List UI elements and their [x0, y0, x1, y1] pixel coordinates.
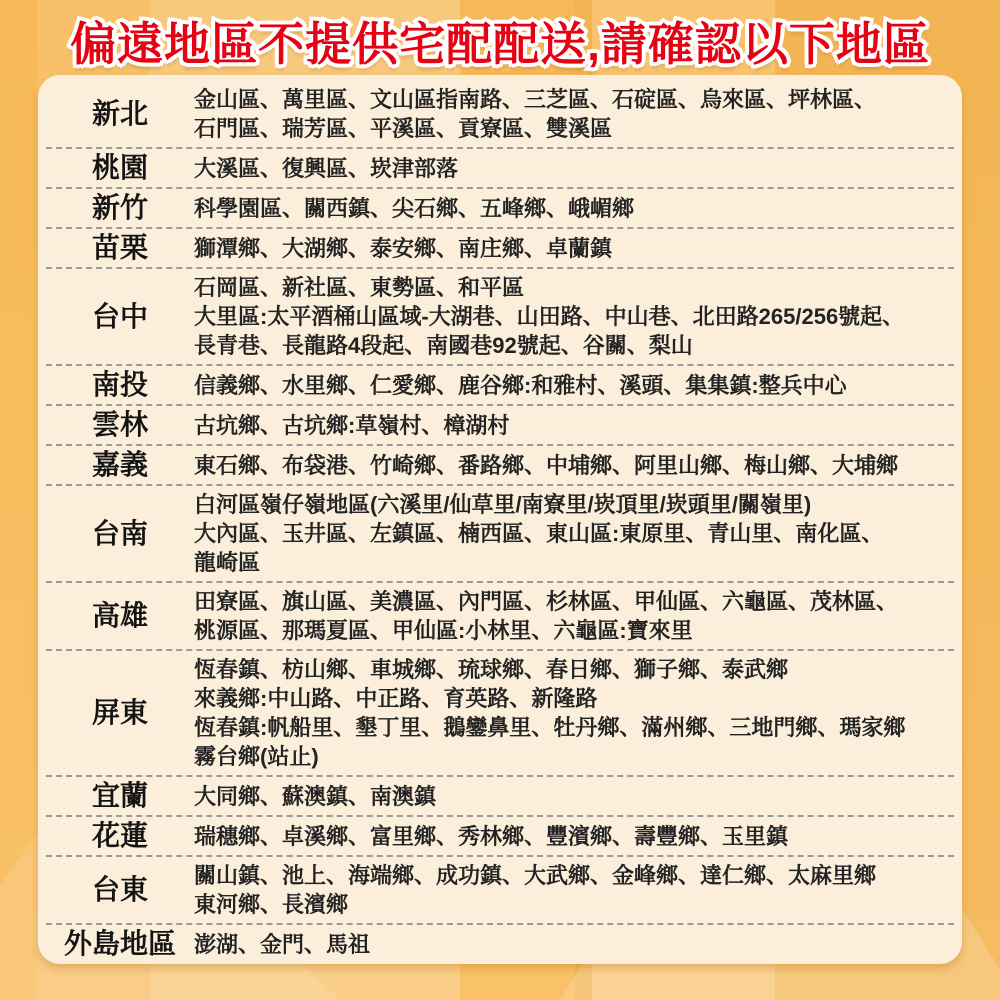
area-line: 龍崎區	[194, 550, 261, 575]
area-line: 田寮區、旗山區、美濃區、內門區、杉林區、甲仙區、六龜區、茂林區、	[194, 589, 899, 614]
area-line: 來義鄉:中山路、中正路、育英路、新隆路	[194, 686, 598, 711]
region-areas	[194, 451, 954, 480]
region-areas	[194, 411, 954, 440]
region-areas	[194, 822, 954, 851]
region-label: 台中	[91, 300, 148, 332]
area-line: 金山區、萬里區、文山區指南路、三芝區、石碇區、烏來區、坪林區、	[194, 87, 877, 112]
area-line: 東石鄉、布袋港、竹崎鄉、番路鄉、中埔鄉、阿里山鄉、梅山鄉、大埔鄉	[194, 452, 899, 478]
area-line: 長青巷、長龍路4段起、南國巷92號起、谷關、梨山	[194, 333, 693, 358]
table-row	[46, 581, 954, 649]
area-line: 霧台鄉(站止)	[194, 744, 319, 769]
area-line: 古坑鄉、古坑鄉:草嶺村、樟湖村	[194, 412, 510, 438]
region-label: 宜蘭	[91, 780, 148, 811]
area-line: 大溪區、復興區、崁津部落	[194, 155, 459, 181]
area-line: 大里區:太平酒桶山區域-大湖巷、山田路、中山巷、北田路265/256號起、	[194, 304, 905, 329]
region-label: 嘉義	[91, 449, 148, 480]
region-areas	[194, 273, 954, 360]
region-areas	[194, 655, 954, 771]
region-label: 桃園	[91, 152, 148, 183]
region-label: 台南	[91, 517, 148, 549]
area-line: 東河鄉、長濱鄉	[194, 892, 349, 917]
region-label: 花蓮	[91, 820, 148, 851]
area-line: 恆春鎮、枋山鄉、車城鄉、琉球鄉、春日鄉、獅子鄉、泰武鄉	[194, 657, 789, 682]
region-label: 新北	[91, 98, 148, 129]
region-label: 苗栗	[91, 232, 148, 263]
region-label: 台東	[91, 874, 148, 905]
table-row	[46, 404, 954, 444]
region-areas	[194, 85, 954, 143]
area-line: 關山鎮、池上、海端鄉、成功鎮、大武鄉、金峰鄉、達仁鄉、太麻里鄉	[194, 863, 877, 888]
table-row	[46, 815, 954, 855]
table-row	[46, 923, 954, 963]
region-areas	[194, 154, 954, 183]
area-line: 大內區、玉井區、左鎮區、楠西區、東山區:東原里、青山里、南化區、	[194, 521, 884, 546]
area-line: 桃源區、那瑪夏區、甲仙區:小林里、六龜區:寶來里	[194, 618, 693, 643]
area-line: 石岡區、新社區、東勢區、和平區	[194, 275, 525, 300]
region-areas	[194, 782, 954, 811]
table-row	[46, 649, 954, 775]
region-areas	[194, 861, 954, 919]
region-areas	[194, 930, 954, 959]
region-label: 南投	[91, 369, 148, 400]
area-line: 瑞穗鄉、卓溪鄉、富里鄉、秀林鄉、豐濱鄉、壽豐鄉、玉里鎮	[194, 823, 789, 849]
region-label: 屏東	[91, 697, 148, 728]
table-row	[46, 81, 954, 147]
region-label: 新竹	[91, 192, 148, 223]
region-areas	[194, 194, 954, 223]
table-row	[46, 227, 954, 267]
area-line: 恆春鎮:帆船里、墾丁里、鵝鑾鼻里、牡丹鄉、滿州鄉、三地門鄉、瑪家鄉	[194, 715, 906, 740]
table-row	[46, 267, 954, 364]
area-line: 澎湖、金門、馬祖	[194, 931, 371, 957]
region-areas	[194, 371, 954, 400]
region-areas	[194, 587, 954, 645]
table-row	[46, 484, 954, 581]
area-line: 獅潭鄉、大湖鄉、泰安鄉、南庄鄉、卓蘭鎮	[194, 235, 613, 261]
region-areas	[194, 490, 954, 577]
region-label: 高雄	[91, 600, 148, 631]
region-label: 雲林	[91, 409, 148, 440]
region-label: 外島地區	[63, 928, 176, 959]
area-line: 科學園區、關西鎮、尖石鄉、五峰鄉、峨嵋鄉	[194, 195, 635, 221]
area-line: 白河區嶺仔嶺地區(六溪里/仙草里/南寮里/崁頂里/崁頭里/關嶺里)	[194, 492, 812, 517]
area-line: 石門區、瑞芳區、平溪區、貢寮區、雙溪區	[194, 116, 613, 141]
table-row	[46, 444, 954, 484]
region-table-card	[38, 75, 962, 964]
table-row	[46, 187, 954, 227]
page-title: 偏遠地區不提供宅配配送,請確認以下地區	[70, 18, 930, 70]
table-row	[46, 855, 954, 923]
region-areas	[194, 234, 954, 263]
table-row	[46, 775, 954, 815]
area-line: 信義鄉、水里鄉、仁愛鄉、鹿谷鄉:和雅村、溪頭、集集鎮:整兵中心	[194, 372, 847, 398]
area-line: 大同鄉、蘇澳鎮、南澳鎮	[194, 783, 437, 809]
table-row	[46, 147, 954, 187]
table-row	[46, 364, 954, 404]
